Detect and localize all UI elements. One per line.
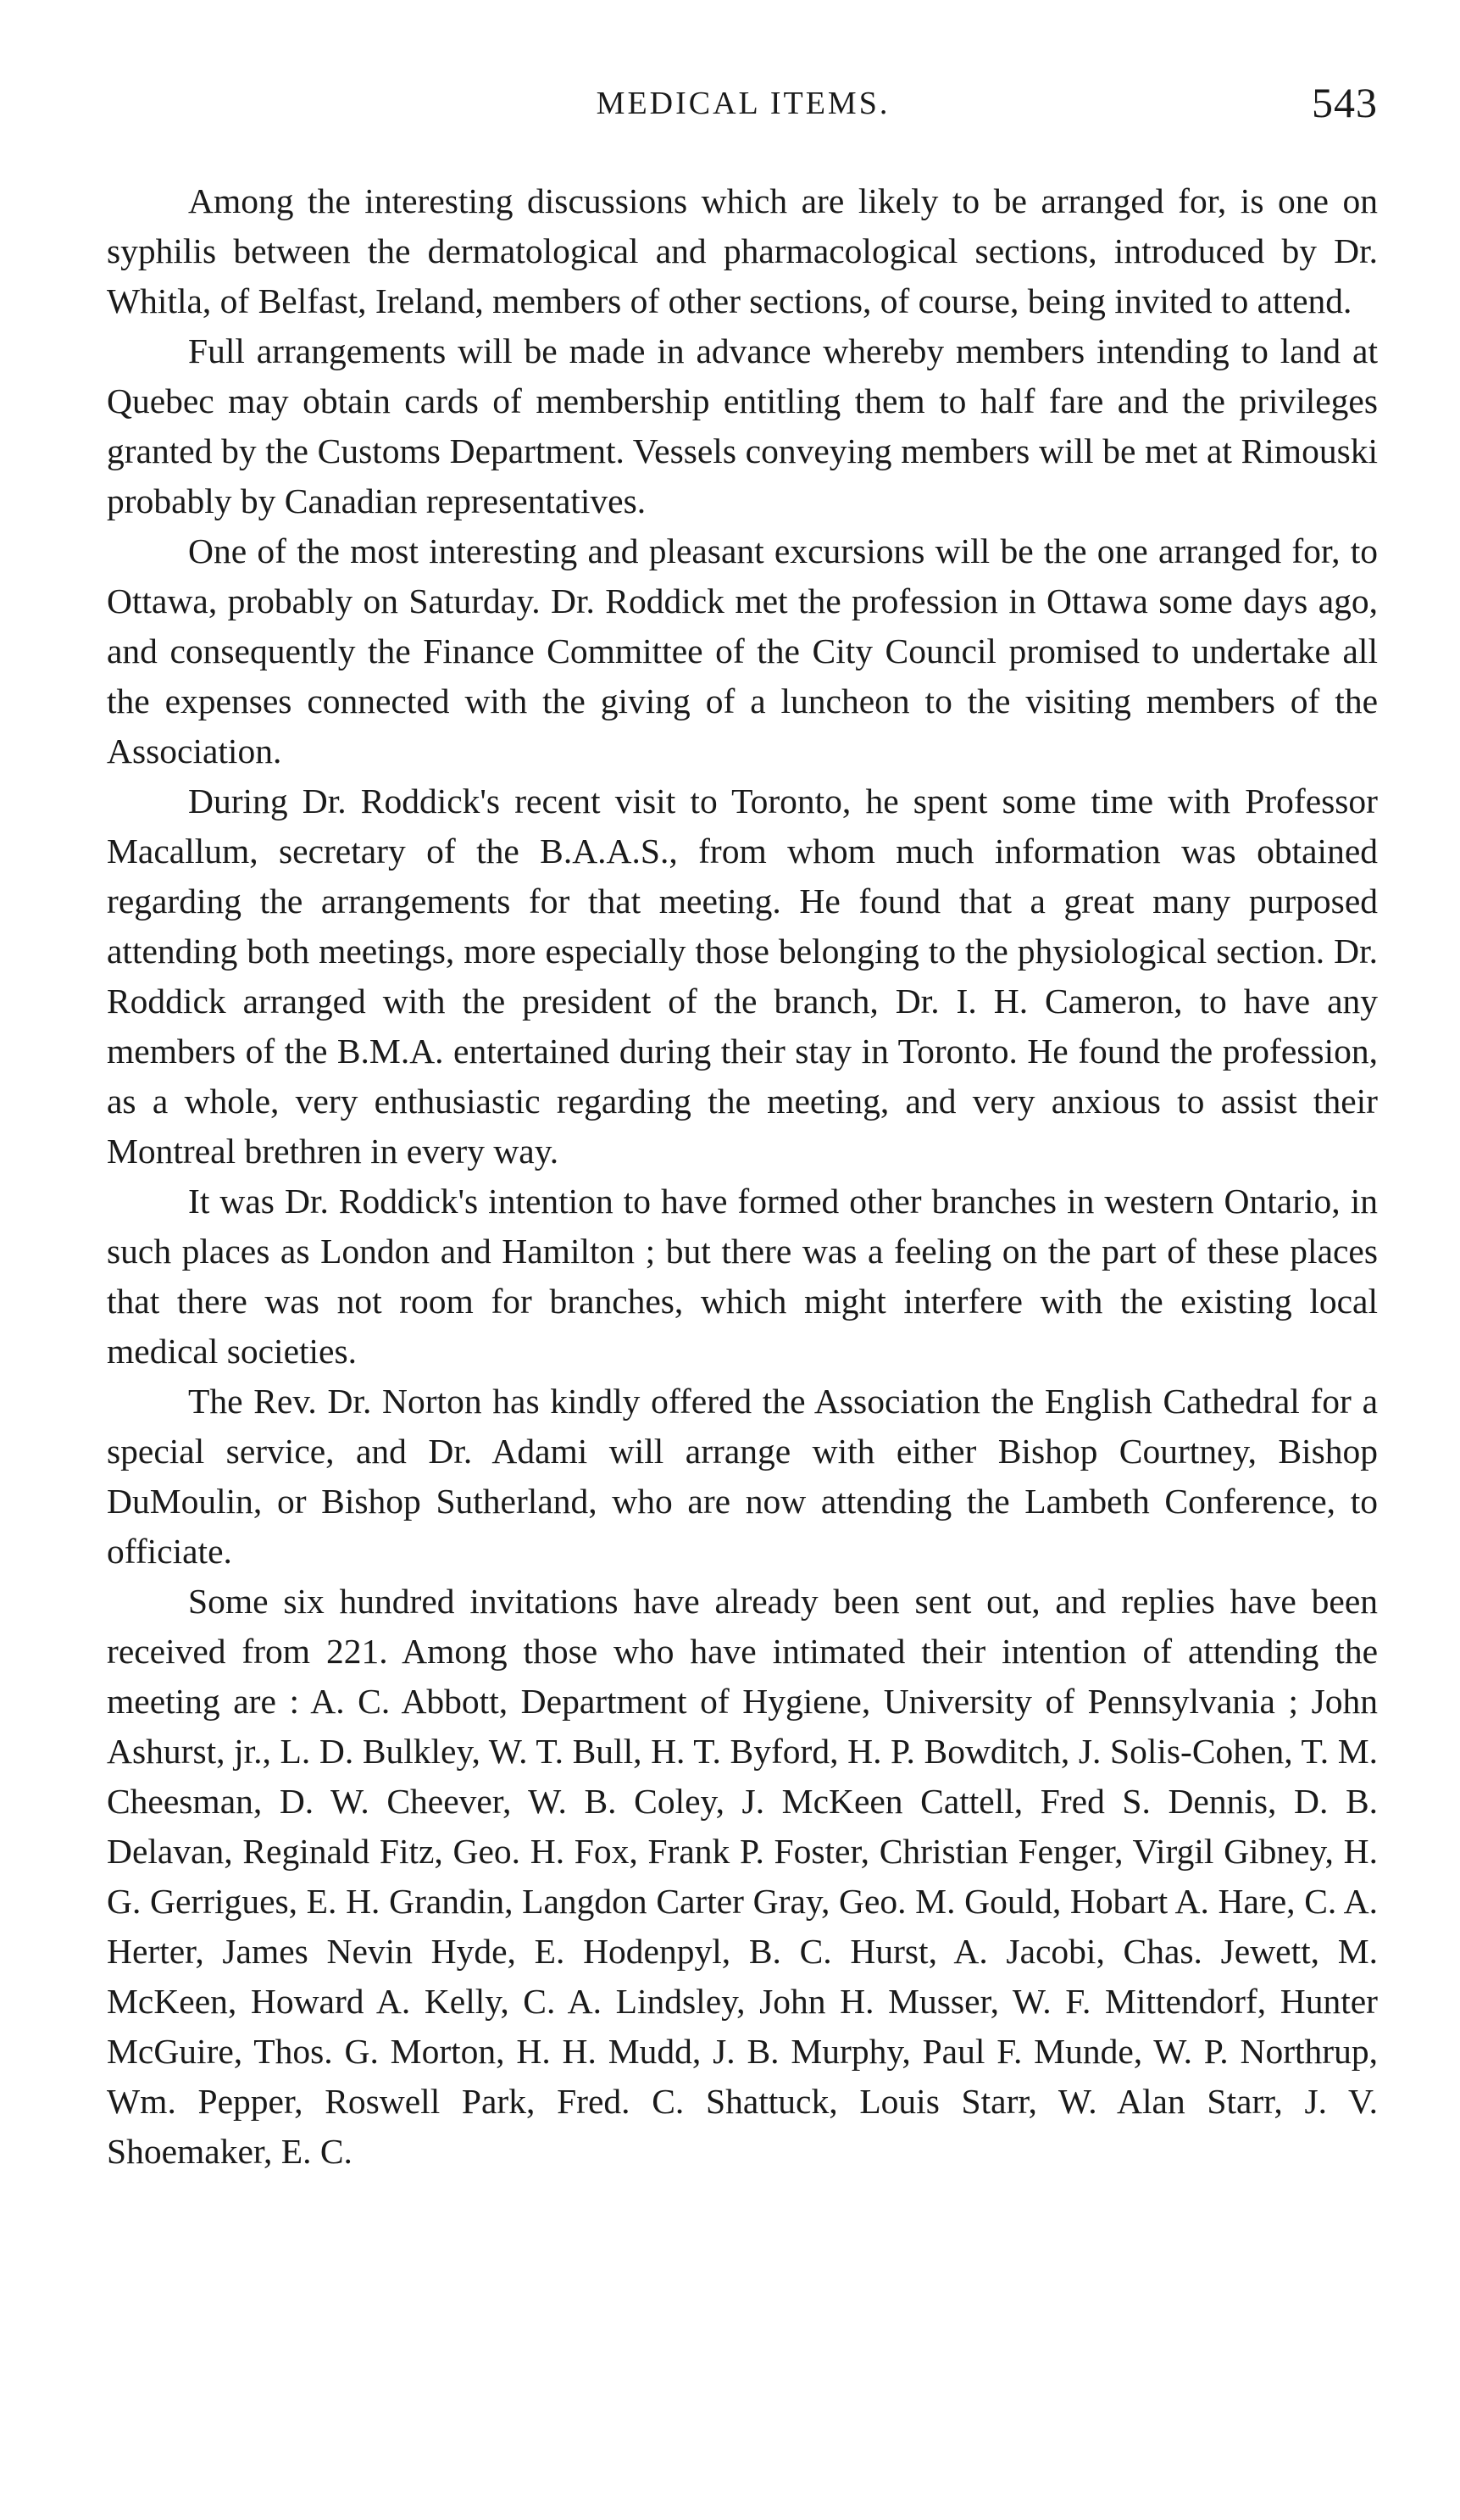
- paragraph-invitations-list: Some six hundred invitations have already been sent out, and replies have been received from 221. Among those who have intimated their intention of attending the meeting are : A. C. Abbott, Department of Hygiene, University of Pennsylvania ; John Ashurst, jr., L. D. Bulkley, W. T. Bull, H. T. Byford, H. P. Bowditch, J. Solis-Cohen, T. M. Cheesman, D. W. Cheever, W. B. Coley, J. McKeen Cattell, Fred S. Dennis, D. B. Delavan, Reginald Fitz, Geo. H. Fox, Frank P. Foster, Christian Fenger, Virgil Gibney, H. G. Gerrigues, E. H. Grandin, Langdon Carter Gray, Geo. M. Gould, Hobart A. Hare, C. A. Herter, James Nevin Hyde, E. Hodenpyl, B. C. Hurst, A. Jacobi, Chas. Jewett, M. McKeen, Howard A. Kelly, C. A. Lindsley, John H. Musser, W. F. Mittendorf, Hunter McGuire, Thos. G. Morton, H. H. Mudd, J. B. Murphy, Paul F. Munde, W. P. Northrup, Wm. Pepper, Roswell Park, Fred. C. Shattuck, Louis Starr, W. Alan Starr, J. V. Shoemaker, E. C.: [107, 1582, 1378, 2171]
- paragraph-ottawa-excursion: One of the most interesting and pleasant excursions will be the one arranged for, to Ottawa, probably on Saturday. Dr. Roddick met the profession in Ottawa some days ago, and consequently the Finance Committee of the City Council promised to undertake all the expenses connected with the giving of a luncheon to the visiting members of the Association.: [107, 531, 1378, 770]
- paragraph-syphilis-discussion: Among the interesting discussions which are likely to be arranged for, is one on syphilis between the dermatological and pharmacological sections, introduced by Dr. Whitla, of Belfast, Ireland, members of other sections, of course, being invited to attend.: [107, 181, 1378, 320]
- paragraph-toronto-visit: During Dr. Roddick's recent visit to Toronto, he spent some time with Professor Macallum, secretary of the B.A.A.S., from whom much information was obtained regarding the arrangements for that meeting. He found that a great many purposed attending both meetings, more especially those belonging to the physiological section. Dr. Roddick arranged with the president of the branch, Dr. I. H. Cameron, to have any members of the B.M.A. entertained during their stay in Toronto. He found the profession, as a whole, very enthusiastic regarding the meeting, and very anxious to assist their Montreal brethren in every way.: [107, 782, 1378, 1171]
- paragraph-cathedral-service: The Rev. Dr. Norton has kindly offered the Association the English Cathedral for a special service, and Dr. Adami will arrange with either Bishop Courtney, Bishop DuMoulin, or Bishop Sutherland, who are now attending the Lambeth Conference, to officiate.: [107, 1382, 1378, 1571]
- running-title: MEDICAL ITEMS.: [596, 86, 891, 121]
- body-text: [107, 176, 1378, 2177]
- running-head: [108, 78, 1378, 129]
- paragraph-quebec-arrangements: Full arrangements will be made in advance whereby members intending to land at Quebec may obtain cards of membership entitling them to half fare and the privileges granted by the Customs Department. Vessels conveying members will be met at Rimouski probably by Canadian representatives.: [107, 331, 1378, 520]
- paragraph-western-ontario-branches: It was Dr. Roddick's intention to have formed other branches in western Ontario, in such places as London and Hamilton ; but there was a feeling on the part of these places that there was not room for branches, which might interfere with the existing local medical societies.: [107, 1182, 1378, 1371]
- page-number: 543: [1312, 79, 1378, 126]
